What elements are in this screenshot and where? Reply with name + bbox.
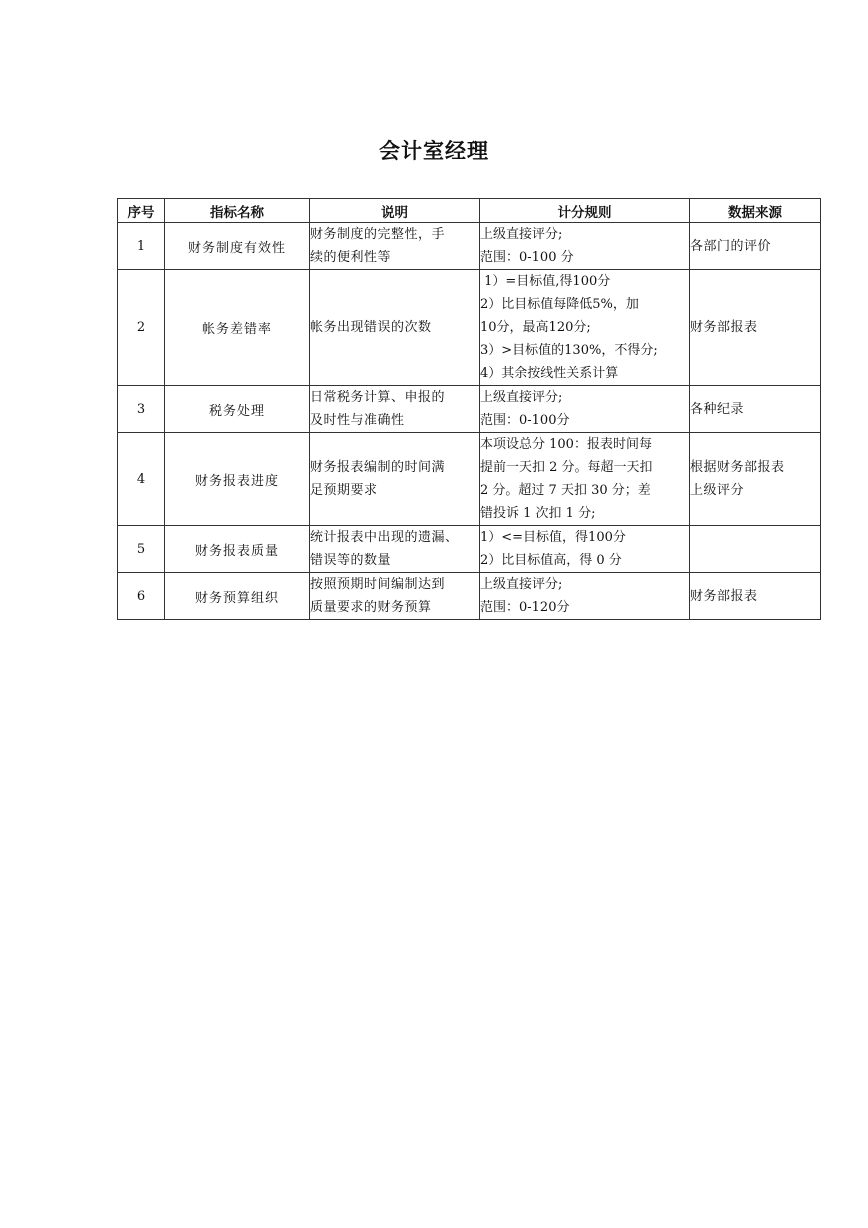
table-row xyxy=(118,223,821,270)
description-line: 及时性与准确性 xyxy=(310,413,405,428)
indicator-name: 财务报表进度 xyxy=(165,433,310,526)
indicator-name: 财务预算组织 xyxy=(165,573,310,620)
indicator-description xyxy=(310,270,480,386)
source-line: 上级评分 xyxy=(690,483,745,498)
rule-line: 1）=目标值,得100分 xyxy=(480,274,611,289)
rule-line: 提前一天扣 2 分。每超一天扣 xyxy=(480,460,653,475)
row-number: 5 xyxy=(118,526,165,573)
row-number: 4 xyxy=(118,433,165,526)
data-source xyxy=(690,386,821,433)
rule-line: 上级直接评分; xyxy=(480,227,563,242)
description-line: 财务报表编制的时间满 xyxy=(310,460,446,475)
source-line: 财务部报表 xyxy=(690,320,758,335)
rule-line: 范围：0-100 分 xyxy=(480,250,574,265)
description-line: 统计报表中出现的遗漏、 xyxy=(310,530,459,545)
indicator-description xyxy=(310,223,480,270)
row-number: 3 xyxy=(118,386,165,433)
description-line: 质量要求的财务预算 xyxy=(310,600,432,615)
scoring-rule xyxy=(480,386,690,433)
indicator-name: 财务报表质量 xyxy=(165,526,310,573)
data-source xyxy=(690,270,821,386)
table-row xyxy=(118,433,821,526)
description-line: 日常税务计算、申报的 xyxy=(310,390,446,405)
rule-line: 2 分。超过 7 天扣 30 分；差 xyxy=(480,483,651,498)
rule-line: 2）比目标值高，得 0 分 xyxy=(480,553,622,568)
header-description: 说明 xyxy=(310,199,480,223)
rule-line: 3）>目标值的130%，不得分; xyxy=(480,343,658,358)
description-line: 足预期要求 xyxy=(310,483,378,498)
rule-line: 10分，最高120分; xyxy=(480,320,591,335)
data-source xyxy=(690,526,821,573)
kpi-table xyxy=(117,198,821,620)
description-line: 帐务出现错误的次数 xyxy=(310,320,432,335)
source-line: 各种纪录 xyxy=(690,401,745,417)
rule-line: 范围：0-100分 xyxy=(480,413,570,428)
rule-line: 2）比目标值每降低5%，加 xyxy=(480,297,639,312)
indicator-name: 财务制度有效性 xyxy=(165,223,310,270)
description-line: 财务制度的完整性，手 xyxy=(310,227,446,242)
rule-line: 错投诉 1 次扣 1 分; xyxy=(480,506,596,521)
scoring-rule xyxy=(480,433,690,526)
source-line: 根据财务部报表 xyxy=(690,460,785,475)
header-no: 序号 xyxy=(118,199,165,223)
description-line: 错误等的数量 xyxy=(310,553,392,568)
rule-line: 1）<=目标值，得100分 xyxy=(480,530,626,545)
header-scoring-rule: 计分规则 xyxy=(480,199,690,223)
source-line: 各部门的评价 xyxy=(690,238,772,254)
rule-line: 范围：0-120分 xyxy=(480,600,570,615)
header-data-source: 数据来源 xyxy=(690,199,821,223)
data-source xyxy=(690,433,821,526)
rule-line: 4）其余按线性关系计算 xyxy=(480,366,619,381)
page-title: 会计室经理 xyxy=(379,139,489,163)
scoring-rule xyxy=(480,526,690,573)
row-number: 1 xyxy=(118,223,165,270)
table-row xyxy=(118,270,821,386)
indicator-name: 帐务差错率 xyxy=(165,270,310,386)
rule-line: 本项设总分 100：报表时间每 xyxy=(480,437,652,452)
indicator-description xyxy=(310,386,480,433)
rule-line: 上级直接评分; xyxy=(480,577,563,592)
indicator-name: 税务处理 xyxy=(165,386,310,433)
table-row xyxy=(118,573,821,620)
source-line: 财务部报表 xyxy=(690,588,758,604)
description-line: 按照预期时间编制达到 xyxy=(310,577,446,592)
indicator-description xyxy=(310,433,480,526)
description-line: 续的便利性等 xyxy=(310,250,392,265)
row-number: 2 xyxy=(118,270,165,386)
data-source xyxy=(690,223,821,270)
scoring-rule xyxy=(480,270,690,386)
table-row xyxy=(118,526,821,573)
scoring-rule xyxy=(480,223,690,270)
row-number: 6 xyxy=(118,573,165,620)
data-source xyxy=(690,573,821,620)
indicator-description xyxy=(310,526,480,573)
indicator-description xyxy=(310,573,480,620)
rule-line: 上级直接评分; xyxy=(480,390,563,405)
scoring-rule xyxy=(480,573,690,620)
table-header-row xyxy=(118,199,821,223)
header-name: 指标名称 xyxy=(165,199,310,223)
table-row xyxy=(118,386,821,433)
